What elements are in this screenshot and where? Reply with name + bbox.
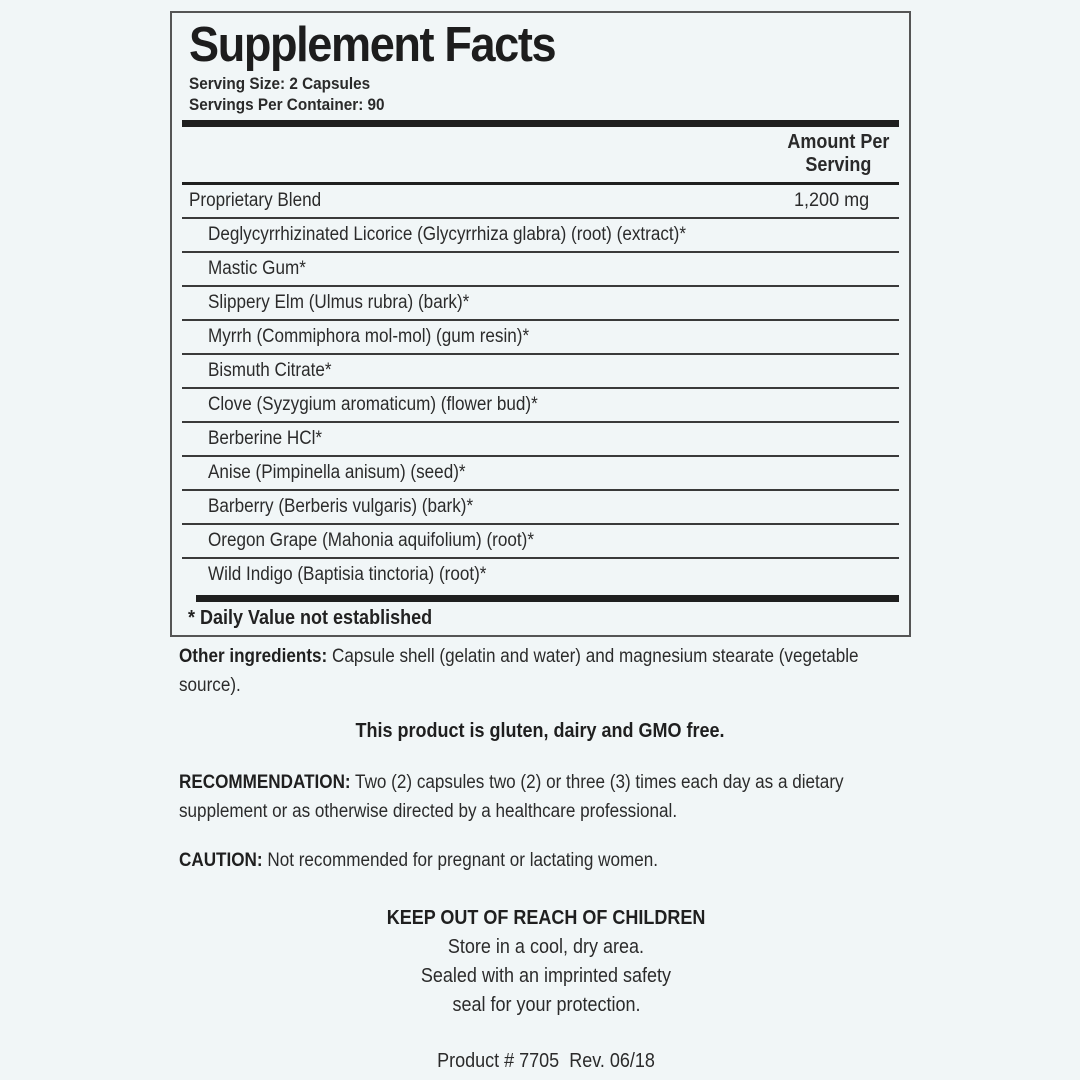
free-from-statement (0, 720, 1080, 743)
ingredient-name: Slippery Elm (Ulmus rubra) (bark)* (208, 292, 470, 313)
serving-size: Serving Size: 2 Capsules (189, 74, 371, 93)
seal-text-1: Sealed with an imprinted safety (420, 965, 672, 987)
table-row (182, 321, 899, 355)
ingredient-name: Clove (Syzygium aromaticum) (flower bud)* (208, 394, 538, 415)
daily-value-footnote: * Daily Value not established (188, 607, 433, 629)
table-row (182, 287, 899, 321)
recommendation-text: Two (2) capsules two (2) or three (3) times each day as a dietary supplement or as otherwise directed by a healthcare professional. (179, 772, 844, 822)
panel-title: Supplement Facts (189, 18, 556, 72)
ingredient-name: Deglycyrrhizinated Licorice (Glycyrrhiza glabra) (root) (extract)* (208, 224, 686, 245)
recommendation-label: RECOMMENDATION: (179, 772, 351, 793)
free-from-text: This product is gluten, dairy and GMO free. (355, 720, 725, 742)
table-row (182, 559, 899, 593)
product-number (0, 1047, 1080, 1076)
table-row (182, 253, 899, 287)
caution (179, 846, 879, 875)
seal-text-2: seal for your protection. (451, 994, 641, 1016)
ingredient-name: Mastic Gum* (208, 258, 306, 279)
supplement-facts-panel (170, 11, 911, 637)
ingredient-name: Oregon Grape (Mahonia aquifolium) (root)* (208, 530, 535, 551)
ingredient-amount: 1,200 mg (793, 190, 869, 211)
ingredient-name: Proprietary Blend (189, 190, 322, 211)
ingredient-name: Barberry (Berberis vulgaris) (bark)* (208, 496, 474, 517)
other-ingredients-text: Capsule shell (gelatin and water) and magnesium stearate (vegetable source). (179, 646, 859, 696)
seal-notice-line2 (0, 991, 1080, 1020)
table-row (182, 355, 899, 389)
other-ingredients (179, 642, 879, 700)
amount-header-line2: Serving (804, 154, 871, 176)
servings-per-container: Servings Per Container: 90 (189, 95, 385, 114)
ingredient-name: Bismuth Citrate* (208, 360, 332, 381)
table-row (182, 457, 899, 491)
table-row-proprietary-blend (182, 185, 899, 219)
amount-header-line1: Amount Per (786, 131, 889, 153)
table-row (182, 219, 899, 253)
amount-per-serving-header (787, 131, 889, 177)
storage-instruction (0, 933, 1080, 962)
storage-text: Store in a cool, dry area. (447, 936, 645, 958)
table-row (182, 423, 899, 457)
caution-label: CAUTION: (179, 850, 263, 871)
ingredient-name: Berberine HCl* (208, 428, 323, 449)
recommendation (179, 768, 879, 826)
ingredient-name: Myrrh (Commiphora mol-mol) (gum resin)* (208, 326, 530, 347)
children-warning (0, 904, 1080, 933)
children-warning-text: KEEP OUT OF REACH OF CHILDREN (386, 907, 706, 929)
ingredient-table (182, 185, 899, 593)
ingredient-name: Anise (Pimpinella anisum) (seed)* (208, 462, 466, 483)
caution-text: Not recommended for pregnant or lactating women. (262, 850, 659, 871)
ingredient-name: Wild Indigo (Baptisia tinctoria) (root)* (208, 564, 487, 585)
thick-divider (182, 120, 899, 127)
bottom-thick-divider (196, 595, 899, 602)
product-number-text: Product # 7705 Rev. 06/18 (437, 1050, 655, 1072)
seal-notice-line1 (0, 962, 1080, 991)
table-row (182, 491, 899, 525)
other-ingredients-label: Other ingredients: (179, 646, 328, 667)
table-row (182, 389, 899, 423)
table-row (182, 525, 899, 559)
